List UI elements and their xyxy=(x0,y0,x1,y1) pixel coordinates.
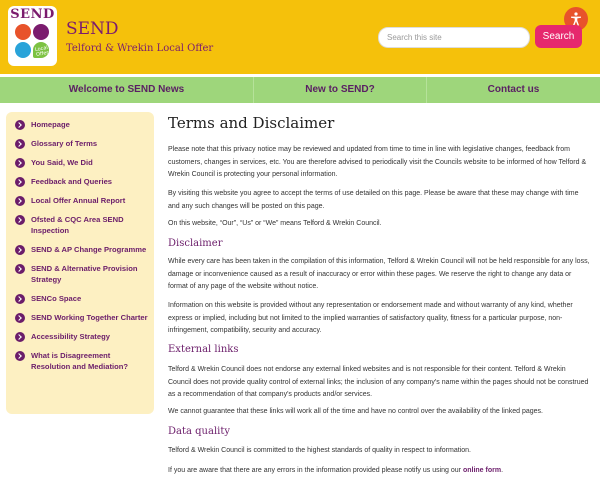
logo-text: SEND xyxy=(10,7,55,22)
sidebar-item-label: Homepage xyxy=(31,120,70,129)
chevron-right-icon xyxy=(15,158,25,168)
sidebar-item-label: Glossary of Terms xyxy=(31,139,98,148)
sidebar-item-ap-strategy[interactable] xyxy=(6,263,154,285)
quality-paragraph: Telford & Wrekin Council is committed to the highest standards of quality in respect to information. xyxy=(168,447,471,454)
site-title[interactable]: SEND xyxy=(66,19,119,39)
chevron-right-icon xyxy=(15,332,25,342)
errors-paragraph xyxy=(168,465,590,478)
sidebar-item-homepage[interactable] xyxy=(6,119,154,130)
chevron-right-icon xyxy=(15,177,25,187)
sidebar-item-feedback[interactable] xyxy=(6,176,154,187)
online-form-link[interactable]: online form xyxy=(462,467,502,474)
sidebar-item-label: Accessibility Strategy xyxy=(31,332,110,341)
sidebar-item-senco-space[interactable] xyxy=(6,293,154,304)
definitions-paragraph: On this website, “Our”, “Us” or “We” means Telford & Wrekin Council. xyxy=(168,220,382,227)
chevron-right-icon xyxy=(15,313,25,323)
disclaimer-heading: Disclaimer xyxy=(168,238,223,249)
intro-paragraph: Please note that this privacy notice may be reviewed and updated from time to time in line with legislative changes, feedback from customers, changes in services, etc. You are therefore advised to periodically visit the Councils website to be informed of how Telford & Wrekin Council is protecting your personal information. xyxy=(168,146,587,178)
nav-new-to-send[interactable]: New to SEND? xyxy=(254,77,427,103)
sidebar-item-label: SEND & Alternative Provision Strategy xyxy=(31,264,138,284)
sidebar-item-label: You Said, We Did xyxy=(31,158,93,167)
sidebar-item-glossary[interactable] xyxy=(6,138,154,149)
sidebar-item-you-said-we-did[interactable] xyxy=(6,157,154,168)
nav-welcome-send-news[interactable]: Welcome to SEND News xyxy=(0,77,254,103)
chevron-right-icon xyxy=(15,264,25,274)
send-logo[interactable] xyxy=(8,6,57,66)
links-guarantee-paragraph: We cannot guarantee that these links will work all of the time and have no control over the availability of the linked pages. xyxy=(168,408,543,415)
main-nav xyxy=(0,77,600,103)
nav-contact-us[interactable]: Contact us xyxy=(487,84,540,95)
errors-text: If you are aware that there are any errors in the information provided please notify us using our xyxy=(168,467,461,474)
sidebar-item-label: SENCo Space xyxy=(31,294,82,303)
sidebar-item-label: Feedback and Queries xyxy=(31,177,113,186)
sidebar-item-disagreement-resolution[interactable] xyxy=(6,350,154,372)
sidebar-item-label: What is Disagreement Resolution and Mediation? xyxy=(31,351,129,371)
disclaimer-paragraph: While every care has been taken in the compilation of this information, Telford & Wrekin Council will not be held responsible for any loss, damage or inconvenience caused as a result of inaccuracy or error within these pages. We reserve the right to change any data or format of any page of the website without notice. xyxy=(168,258,590,290)
sidebar-item-label: Local Offer Annual Report xyxy=(31,196,126,205)
sidebar-item-ofsted-cqc[interactable] xyxy=(6,214,154,236)
sidebar-item-label: Ofsted & CQC Area SEND Inspection xyxy=(31,215,124,235)
chevron-right-icon xyxy=(15,215,25,225)
sidebar-item-change-programme[interactable] xyxy=(6,244,154,255)
external-links-heading: External links xyxy=(168,344,239,355)
chevron-right-icon xyxy=(15,351,25,361)
sidebar-item-annual-report[interactable] xyxy=(6,195,154,206)
site-header xyxy=(0,0,600,74)
sidebar-item-working-together[interactable] xyxy=(6,312,154,323)
warranty-paragraph: Information on this website is provided without any representation or endorsement made and without warranty of any kind, whether express or implied, including but not limited to the implied warranties of satisfactory quality, fitness for a particular purpose, non-infringement, compatibility, security and accuracy. xyxy=(168,302,573,334)
chevron-right-icon xyxy=(15,139,25,149)
search-button[interactable]: Search xyxy=(535,25,582,48)
sidebar-item-label: SEND Working Together Charter xyxy=(31,313,148,322)
page-title: Terms and Disclaimer xyxy=(168,114,335,132)
site-subtitle: Telford & Wrekin Local Offer xyxy=(66,43,214,54)
sidebar-menu xyxy=(6,112,154,414)
terms-paragraph: By visiting this website you agree to accept the terms of use detailed on this page. Please be aware that these may change with time and any such changes will be posted on this page. xyxy=(168,190,579,210)
chevron-right-icon xyxy=(15,245,25,255)
errors-end: . xyxy=(501,467,504,474)
logo-petal-blue xyxy=(15,42,31,58)
search-input[interactable] xyxy=(378,27,530,48)
logo-petal-orange xyxy=(15,24,31,40)
logo-subtext: Local Offer xyxy=(34,44,50,59)
sidebar-item-accessibility-strategy[interactable] xyxy=(6,331,154,342)
chevron-right-icon xyxy=(15,196,25,206)
external-links-paragraph: Telford & Wrekin Council does not endorse any external linked websites and is not responsible for their content. Telford & Wrekin Council does not provide quality control of external links; the inclusion of any company's name within the pages should not be construed as a recommendation of that company's products and/or services. xyxy=(168,366,589,398)
logo-petal-purple xyxy=(33,24,49,40)
data-quality-heading: Data quality xyxy=(168,426,231,437)
sidebar-item-label: SEND & AP Change Programme xyxy=(31,245,147,254)
chevron-right-icon xyxy=(15,294,25,304)
chevron-right-icon xyxy=(15,120,25,130)
